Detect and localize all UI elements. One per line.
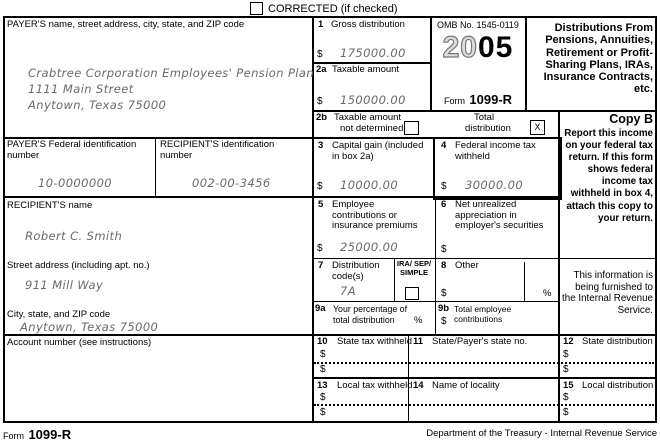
box4-number: 4	[441, 140, 447, 151]
ira-sep-simple-checkbox[interactable]	[405, 287, 419, 300]
box4-value[interactable]: 30000.00	[465, 178, 524, 192]
grid-line	[312, 258, 657, 259]
box2b-label-line2: not determined	[340, 123, 404, 134]
box2a-number: 2a	[316, 64, 327, 75]
box6-number: 6	[441, 199, 447, 210]
omb-number: OMB No. 1545-0119	[437, 20, 519, 30]
box8-label: Other	[455, 260, 479, 271]
box10-dollar-sign-1: $	[320, 349, 326, 360]
box15-number: 15	[563, 380, 574, 391]
box2a-value[interactable]: 150000.00	[340, 93, 406, 107]
tax-year-suffix: 05	[478, 31, 514, 64]
box8-number: 8	[441, 260, 447, 271]
grid-line	[655, 16, 657, 423]
box13-dollar-sign-1: $	[320, 392, 326, 403]
form-word: Form	[443, 96, 465, 106]
form-title: Distributions From Pensions, Annuities, Retirement or Profit-Sharing Plans, IRAs, Insurance Contracts, etc.	[543, 22, 653, 96]
box6-dollar-sign: $	[441, 244, 447, 255]
taxable-not-determined-checkbox[interactable]	[404, 121, 419, 135]
box9a-number: 9a	[315, 303, 326, 314]
corrected-checkbox[interactable]	[250, 2, 263, 15]
footer-form-number: 1099-R	[28, 427, 72, 441]
total-distribution-label-line1: Total	[474, 112, 495, 123]
box13-label: Local tax withheld	[337, 380, 413, 391]
city-label: City, state, and ZIP code	[7, 309, 111, 320]
grid-line	[312, 377, 657, 379]
box10-number: 10	[317, 336, 328, 347]
box11-label: State/Payer's state no.	[432, 336, 528, 347]
grid-line	[524, 262, 525, 301]
copy-b-instructions: Report this income on your federal tax return. If this form shows federal income tax withheld in box 4, attach this copy to your return.	[564, 128, 653, 224]
recipient-name-label: RECIPIENT'S name	[7, 200, 93, 211]
footer-form-id	[3, 426, 71, 441]
box12-number: 12	[563, 336, 574, 347]
box5-value[interactable]: 25000.00	[340, 240, 399, 254]
tax-year-prefix: 20	[442, 31, 478, 64]
irs-furnished-note: This information is being furnished to the Internal Revenue Service.	[562, 270, 653, 316]
box8-percent-sign: %	[543, 288, 552, 299]
street-address-label: Street address (including apt. no.)	[7, 260, 150, 271]
box3-value[interactable]: 10000.00	[340, 178, 399, 192]
grid-line	[3, 334, 657, 336]
box6-label: Net unrealized appreciation in employer's securities	[455, 199, 544, 231]
payer-name-value[interactable]: Crabtree Corporation Employees' Pension Plan	[28, 66, 315, 80]
box15-dollar-sign-1: $	[563, 392, 569, 403]
box3-dollar-sign: $	[317, 181, 323, 192]
box13-number: 13	[317, 380, 328, 391]
box7-label: Distribution code(s)	[332, 260, 380, 282]
payer-block-label: PAYER'S name, street address, city, state, and ZIP code	[7, 19, 245, 30]
box7-number: 7	[318, 260, 324, 271]
box5-number: 5	[318, 199, 324, 210]
payer-id-value[interactable]: 10-0000000	[38, 176, 112, 190]
box1-value[interactable]: 175000.00	[340, 46, 406, 60]
total-distribution-checkmark: X	[534, 122, 541, 132]
box1-label: Gross distribution	[331, 19, 405, 30]
grid-line	[312, 301, 560, 302]
ira-sep-simple-label: IRA/ SEP/ SIMPLE	[396, 259, 432, 277]
grid-line	[155, 137, 156, 196]
box10-label: State tax withheld	[337, 336, 412, 347]
box10-dollar-sign-2: $	[320, 364, 326, 375]
box2b-number: 2b	[316, 112, 328, 123]
box2a-label: Taxable amount	[332, 64, 400, 75]
payer-id-label: PAYER'S Federal identification number	[7, 139, 137, 161]
box1-dollar-sign: $	[317, 49, 323, 60]
box12-dollar-sign-2: $	[563, 364, 569, 375]
recipient-id-label: RECIPIENT'S identification number	[160, 139, 275, 161]
box9b-dollar-sign: $	[441, 316, 447, 327]
grid-line	[3, 16, 657, 18]
city-value[interactable]: Anytown, Texas 75000	[20, 320, 159, 334]
box9a-label: Your percentage of total distribution	[333, 304, 408, 325]
box9a-percent-sign: %	[414, 315, 423, 326]
box9b-number: 9b	[438, 303, 450, 314]
box2a-dollar-sign: $	[317, 96, 323, 107]
box15-dollar-sign-2: $	[563, 407, 569, 418]
box7-value[interactable]: 7A	[340, 284, 356, 298]
box12-label: State distribution	[582, 336, 653, 347]
corrected-label: CORRECTED (if checked)	[268, 3, 398, 15]
box4-label: Federal income tax withheld	[455, 140, 536, 162]
dotted-entry-line	[314, 362, 654, 364]
box3-number: 3	[318, 140, 324, 151]
box4-dollar-sign: $	[441, 181, 447, 192]
copy-b-heading: Copy B	[609, 112, 653, 126]
footer-form-word: Form	[3, 431, 24, 441]
box13-dollar-sign-2: $	[320, 407, 326, 418]
tax-year	[432, 33, 524, 63]
box5-label: Employee contributions or insurance premiums	[332, 199, 418, 231]
grid-line	[3, 16, 5, 423]
box1-number: 1	[318, 19, 324, 30]
box15-label: Local distribution	[582, 380, 654, 391]
total-distribution-label-line2: distribution	[465, 123, 511, 134]
payer-street-value[interactable]: 1111 Main Street	[28, 82, 134, 96]
box3-label: Capital gain (included in box 2a)	[332, 140, 424, 162]
street-address-value[interactable]: 911 Mill Way	[25, 278, 104, 292]
box12-dollar-sign-1: $	[563, 349, 569, 360]
box2b-label-line1: Taxable amount	[334, 112, 402, 123]
total-distribution-checkbox[interactable]	[530, 120, 545, 135]
form-number-block	[432, 91, 524, 109]
recipient-id-value[interactable]: 002-00-3456	[192, 176, 271, 190]
account-number-label: Account number (see instructions)	[7, 337, 152, 348]
box5-dollar-sign: $	[317, 243, 323, 254]
form-number: 1099-R	[469, 92, 513, 107]
box14-number: 14	[413, 380, 424, 391]
box8-dollar-sign: $	[441, 288, 447, 299]
grid-line	[435, 196, 436, 334]
box14-label: Name of locality	[432, 380, 500, 391]
recipient-name-value[interactable]: Robert C. Smith	[25, 229, 123, 243]
box11-number: 11	[413, 336, 424, 347]
dotted-entry-line	[314, 404, 654, 406]
footer-department: Department of the Treasury - Internal Revenue Service	[426, 428, 657, 439]
payer-city-value[interactable]: Anytown, Texas 75000	[28, 98, 167, 112]
box9b-label: Total employee contributions	[454, 304, 512, 324]
